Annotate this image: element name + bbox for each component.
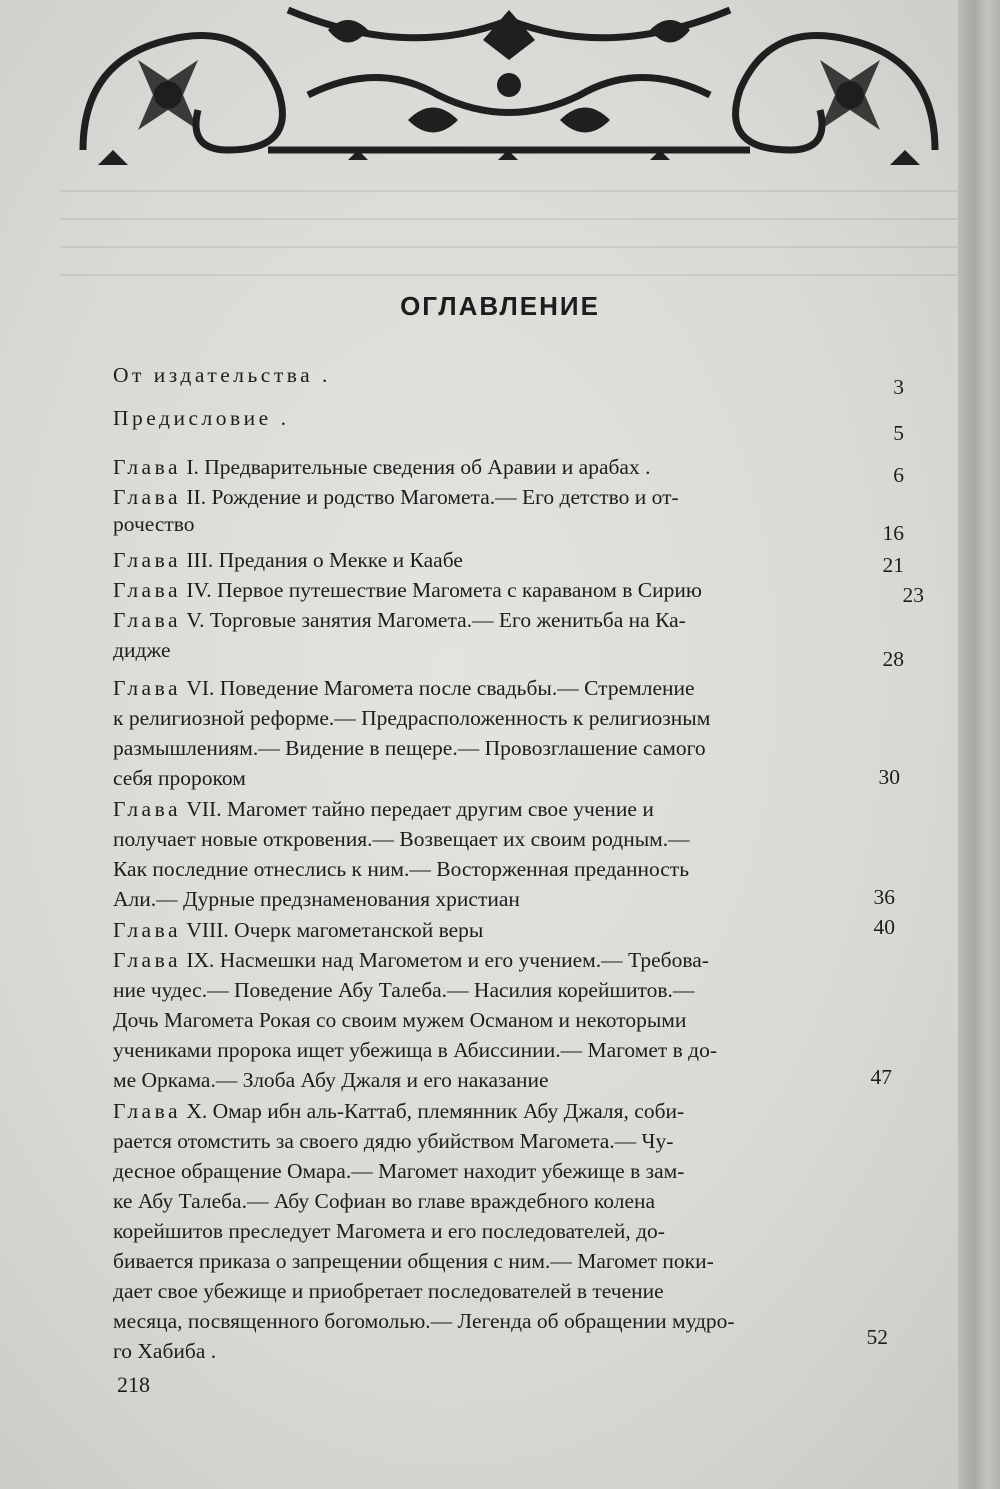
toc-entry-line: [113, 1278, 833, 1304]
toc-entry-text: III. Предания о Мекке и Каабе: [181, 548, 463, 572]
toc-entry-line: [113, 511, 833, 537]
toc-entry-label: Глава: [113, 578, 181, 602]
toc-entry-text: V. Торговые занятия Магомета.— Его женитьба на Ка-: [181, 608, 686, 632]
toc-entry-text: себя пророком: [113, 766, 246, 790]
toc-entry-label: Глава: [113, 948, 181, 972]
toc-entry-line: [113, 917, 833, 943]
toc-entry-text: ке Абу Талеба.— Абу Софиан во главе враждебного колена: [113, 1189, 656, 1213]
toc-entry-label: От издательства: [113, 363, 314, 387]
toc-entry-line: [113, 675, 833, 701]
toc-entry-page-number: 21: [882, 553, 904, 577]
toc-entry-line: [113, 886, 833, 912]
toc-entry-label: Глава: [113, 676, 181, 700]
toc-entry-text: VII. Магомет тайно передает другим свое учение и: [181, 797, 654, 821]
toc-entry-text: ние чудес.— Поведение Абу Талеба.— Насилия корейшитов.—: [113, 978, 695, 1002]
page-edge-shadow: [958, 0, 1000, 1489]
toc-entry-page-number: 6: [893, 463, 904, 487]
toc-entry-text: к религиозной реформе.— Предрасположенность к религиозным: [113, 706, 711, 730]
toc-entry-line: [113, 826, 833, 852]
toc-entry-text: VIII. Очерк магометанской веры: [181, 918, 484, 942]
toc-entry-page-number: 23: [902, 583, 924, 607]
toc-entry-line: [113, 705, 833, 731]
toc-entry-label: Глава: [113, 608, 181, 632]
toc-entry-line: [113, 577, 833, 603]
toc-entry-text: IX. Насмешки над Магометом и его учением.— Требова-: [181, 948, 709, 972]
toc-entry-text: бивается приказа о запрещении общения с ним.— Магомет поки-: [113, 1249, 714, 1273]
toc-entry-text: I. Предварительные сведения об Аравии и арабах .: [181, 455, 651, 479]
toc-entry-line: [113, 454, 833, 480]
toc-entry-line: [113, 796, 833, 822]
toc-entry-text: .: [271, 406, 290, 430]
toc-entry-line: [113, 637, 833, 663]
toc-entry-line: [113, 1338, 833, 1364]
toc-entry-text: ме Оркама.— Злоба Абу Джаля и его наказание: [113, 1068, 549, 1092]
toc-entry-label: Предисловие: [113, 406, 272, 430]
toc-entry-text: размышлениям.— Видение в пещере.— Провозглашение самого: [113, 736, 706, 760]
toc-entry-text: Как последние отнеслись к ним.— Восторженная преданность: [113, 857, 689, 881]
toc-entry-line: [113, 547, 833, 573]
toc-entry-label: Глава: [113, 918, 181, 942]
toc-entry-text: получает новые откровения.— Возвещает их своим родным.—: [113, 827, 690, 851]
toc-entry-text: корейшитов преследует Магомета и его последователей, до-: [113, 1219, 665, 1243]
toc-entry-line: [113, 735, 833, 761]
toc-entry-line: [113, 856, 833, 882]
toc-entry-text: месяца, посвященного богомолью.— Легенда об обращении мудро-: [113, 1309, 735, 1333]
toc-entry-page-number: 36: [873, 885, 895, 909]
toc-title: ОГЛАВЛЕНИЕ: [400, 291, 600, 321]
toc-entry-label: Глава: [113, 455, 181, 479]
toc-entry-line: [113, 1007, 833, 1033]
toc-entry-label: Глава: [113, 485, 181, 509]
toc-entry-page-number: 40: [873, 915, 895, 939]
toc-entry-line: [113, 484, 833, 510]
toc-entry-text: го Хабиба .: [113, 1339, 217, 1363]
toc-entry-page-number: 47: [870, 1065, 892, 1089]
toc-entry-line: [113, 1037, 833, 1063]
toc-entry-text: учениками пророка ищет убежища в Абиссинии.— Магомет в до-: [113, 1038, 718, 1062]
toc-entry-page-number: 3: [893, 375, 904, 399]
toc-entry-page-number: 5: [893, 421, 904, 445]
toc-entry-line: [113, 1067, 833, 1093]
page-number: 218: [117, 1372, 150, 1397]
toc-entry-label: Глава: [113, 797, 181, 821]
toc-entry-line: [113, 1188, 833, 1214]
toc-entry-line: [113, 362, 833, 388]
toc-entry-text: II. Рождение и родство Магомета.— Его детство и от-: [181, 485, 679, 509]
toc-entry-text: VI. Поведение Магомета после свадьбы.— Стремление: [181, 676, 695, 700]
toc-entry-text: Дочь Магомета Рокая со своим мужем Османом и некоторыми: [113, 1008, 687, 1032]
toc-entry-text: IV. Первое путешествие Магомета с караваном в Сирию: [181, 578, 702, 602]
toc-entry-text: .: [313, 363, 331, 387]
toc-entry-text: Али.— Дурные предзнаменования христиан: [113, 887, 520, 911]
toc-entry-text: дает свое убежище и приобретает последователей в течение: [113, 1279, 664, 1303]
toc-entry-page-number: 28: [882, 647, 904, 671]
toc-entry-line: [113, 947, 833, 973]
toc-entry-line: [113, 1098, 833, 1124]
toc-entry-line: [113, 405, 833, 431]
toc-entry-line: [113, 765, 833, 791]
toc-entry-line: [113, 1128, 833, 1154]
toc-entry-page-number: 16: [882, 521, 904, 545]
toc-entry-line: [113, 1308, 833, 1334]
toc-entry-page-number: 52: [866, 1325, 888, 1349]
toc-entry-line: [113, 1248, 833, 1274]
toc-entry-text: дидже: [113, 638, 171, 662]
toc-entry-page-number: 30: [878, 765, 900, 789]
toc-entry-line: [113, 1158, 833, 1184]
toc-entry-text: рается отомстить за своего дядю убийством Магомета.— Чу-: [113, 1129, 674, 1153]
toc-entry-line: [113, 1218, 833, 1244]
toc-entry-line: [113, 977, 833, 1003]
toc-entry-line: [113, 607, 833, 633]
toc-entry-text: десное обращение Омара.— Магомет находит убежище в зам-: [113, 1159, 685, 1183]
toc-entry-label: Глава: [113, 548, 181, 572]
toc-entry-label: Глава: [113, 1099, 181, 1123]
toc-entry-text: рочество: [113, 512, 195, 536]
toc-entry-text: X. Омар ибн аль-Каттаб, племянник Абу Джаля, соби-: [181, 1099, 685, 1123]
